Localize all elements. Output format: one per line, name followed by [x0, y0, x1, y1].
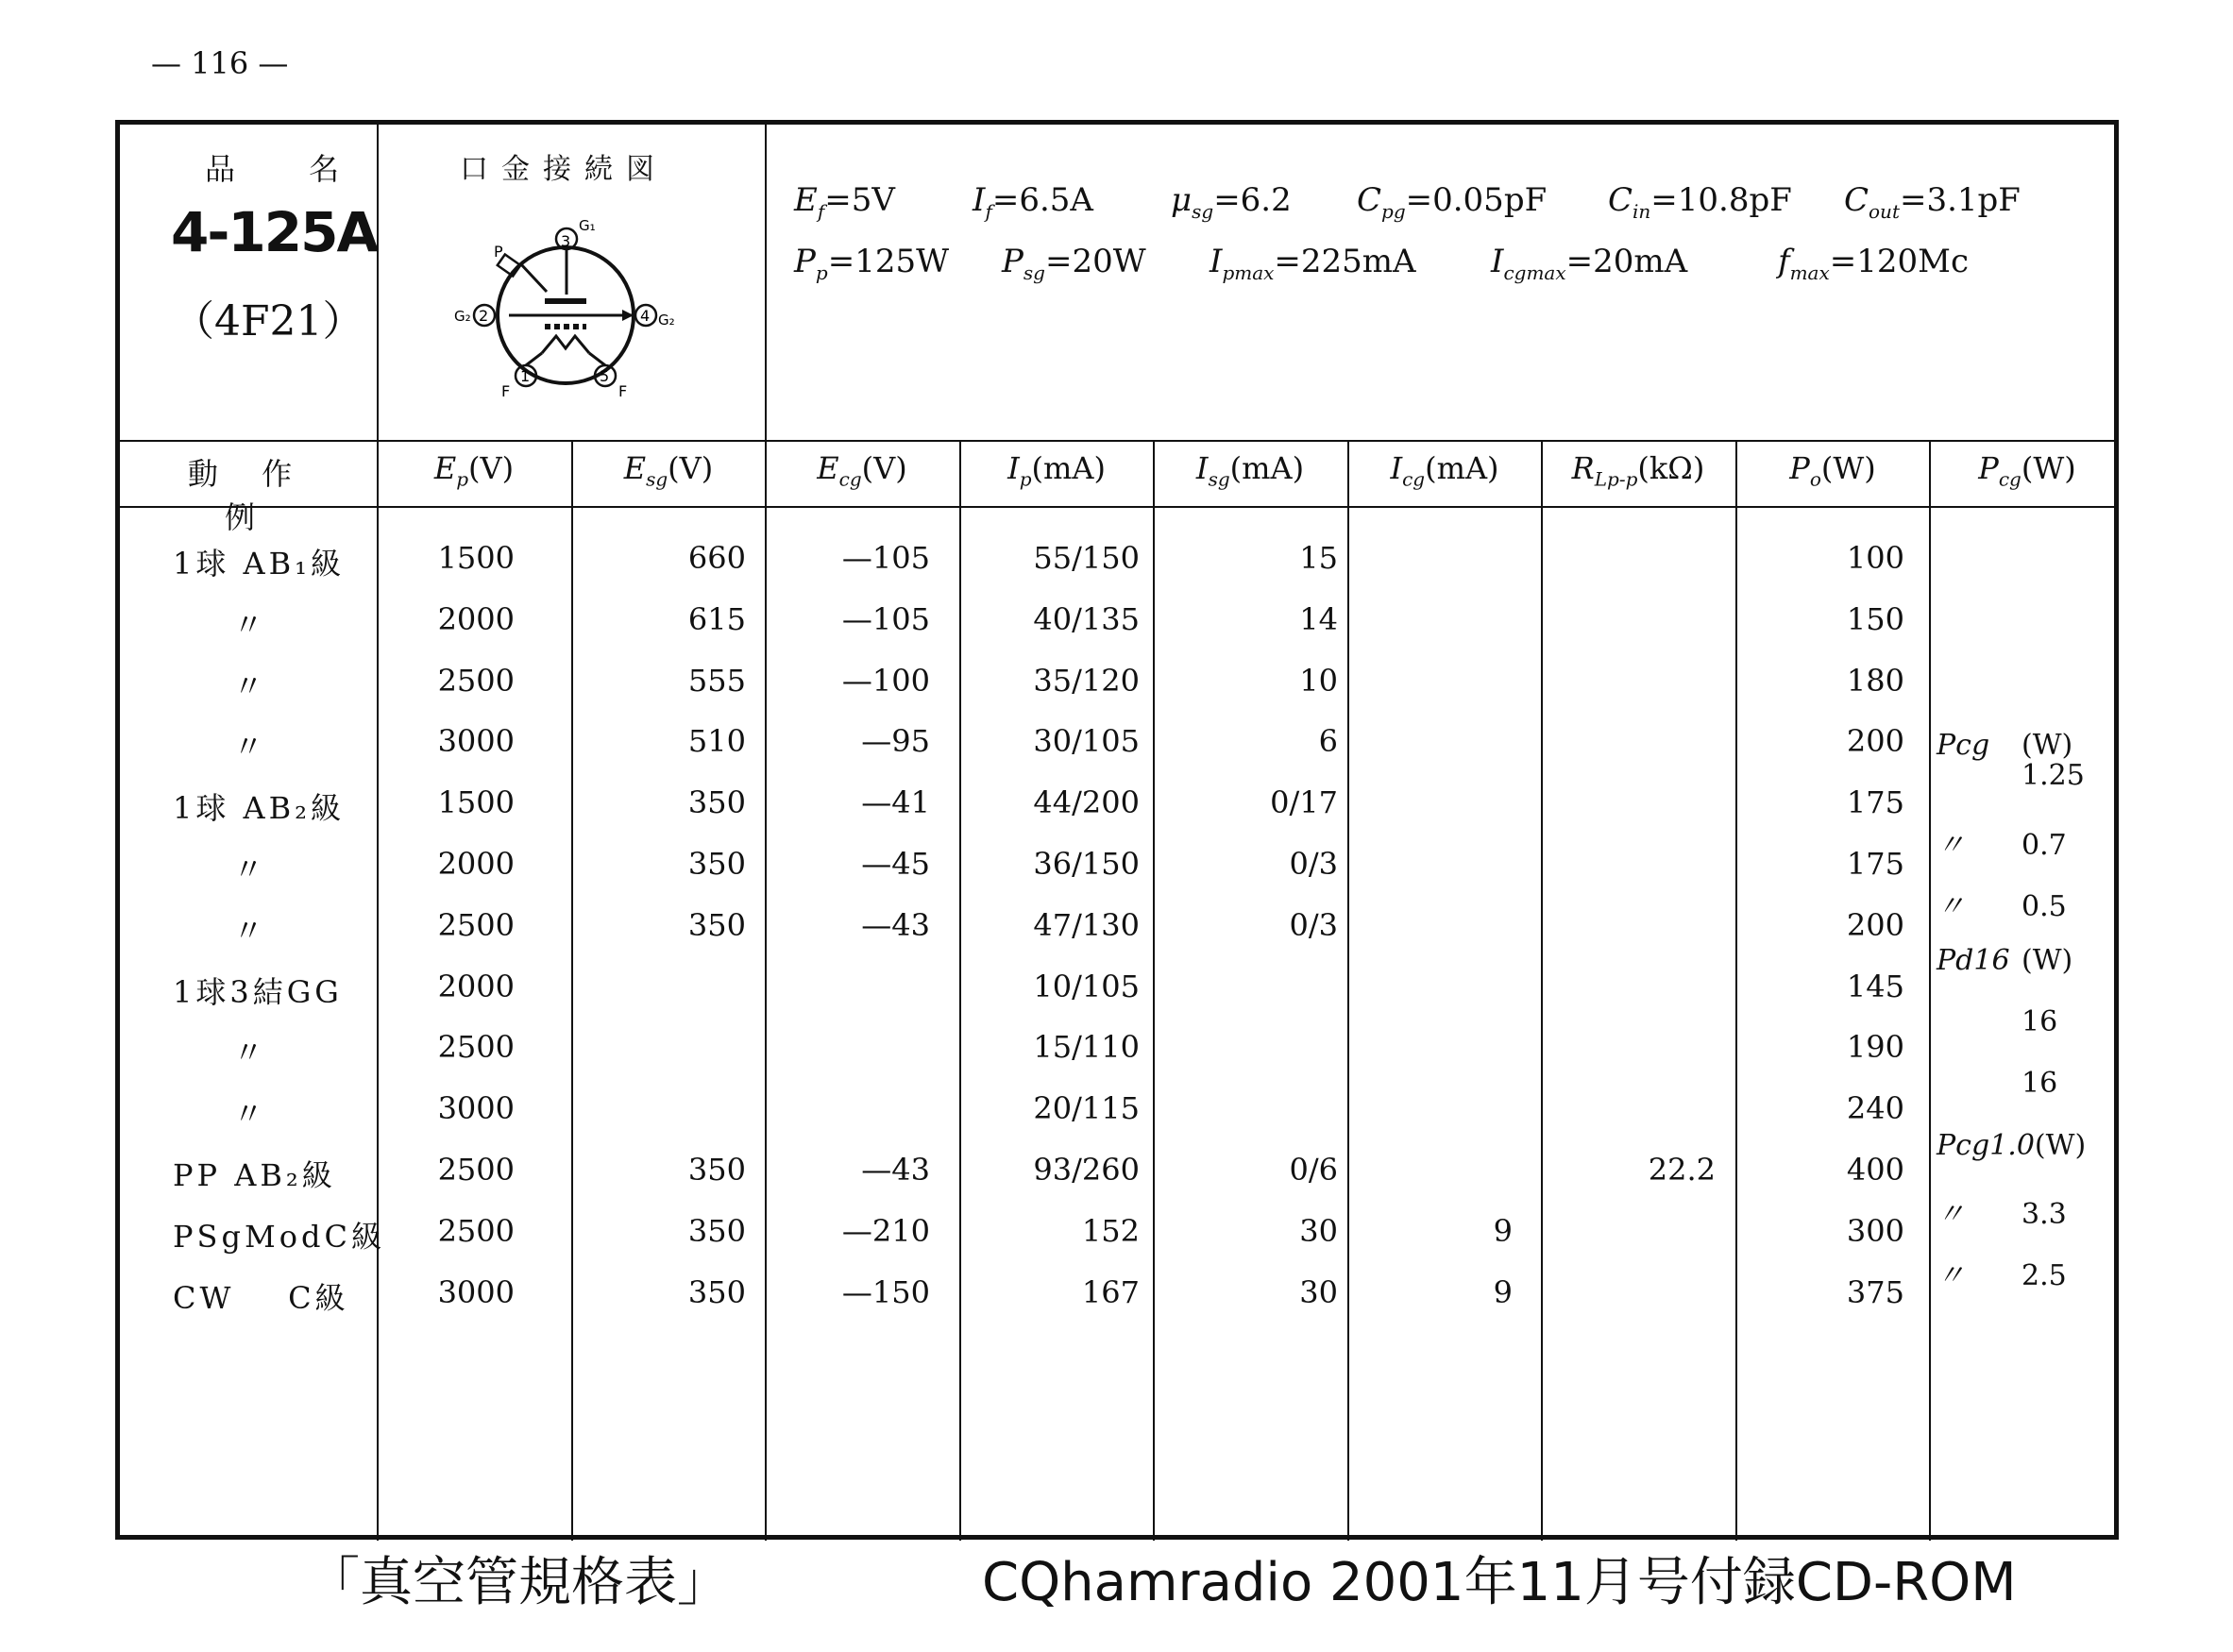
- cell-esg: 350: [687, 784, 746, 821]
- row-label: 〃: [233, 851, 268, 887]
- spec-c-out: $C_{out}=3.1pF$: [1844, 181, 2021, 223]
- spec-table: [115, 120, 2119, 1540]
- cell-ip: 35/120: [1033, 662, 1140, 699]
- cell-isg: 15: [1299, 540, 1338, 576]
- cell-ep: 2500: [437, 1029, 515, 1066]
- cell-isg: 0/17: [1270, 784, 1338, 821]
- spec-μ-sg: $\mu_{sg}=6.2$: [1171, 181, 1292, 223]
- pcg-note: 〃 0.5: [1937, 890, 2067, 923]
- cell-po: 175: [1846, 784, 1904, 821]
- svg-text:F: F: [618, 382, 628, 400]
- cell-po: 190: [1846, 1029, 1904, 1066]
- row-label: 1球 AB₁級: [173, 546, 345, 582]
- cell-esg: 350: [687, 906, 746, 943]
- cell-ecg: —100: [841, 662, 930, 699]
- cell-esg: 615: [687, 600, 746, 637]
- cell-ecg: —105: [841, 540, 930, 576]
- column-header: $I_{cg}(mA)$: [1390, 450, 1499, 491]
- pcg-note: 16: [2022, 1005, 2058, 1038]
- cell-ip: 167: [1081, 1273, 1140, 1310]
- cell-esg: 660: [687, 540, 746, 576]
- svg-text:G₁: G₁: [579, 217, 596, 234]
- cell-isg: 0/6: [1289, 1152, 1338, 1188]
- cell-isg: 0/3: [1289, 906, 1338, 943]
- base-diagram-label: 口金接続図: [460, 153, 668, 186]
- cell-ecg: —105: [841, 600, 930, 637]
- cell-isg: 6: [1318, 723, 1338, 760]
- cell-ep: 2500: [437, 1152, 515, 1188]
- tube-name: 4-125A: [171, 200, 378, 264]
- pcg-note: Pcg (W): [1937, 729, 2073, 762]
- svg-text:2: 2: [479, 307, 489, 325]
- column-header: $P_{cg}(W)$: [1978, 450, 2076, 491]
- column-header: $R_{Lp-p}(k\Omega)$: [1571, 450, 1705, 491]
- cell-po: 375: [1846, 1273, 1904, 1310]
- row-label: 〃: [233, 729, 268, 766]
- tube-alt-name: （4F21）: [173, 297, 364, 346]
- cell-ip: 55/150: [1033, 540, 1140, 576]
- pcg-note: Pd16 (W): [1937, 944, 2073, 977]
- cell-ep: 2000: [437, 846, 515, 882]
- svg-text:4: 4: [640, 307, 651, 325]
- cell-po: 400: [1846, 1152, 1904, 1188]
- footer-title: 「真空管規格表」: [307, 1552, 730, 1613]
- column-header: $P_o(W)$: [1789, 450, 1876, 491]
- cell-ep: 3000: [437, 1273, 515, 1310]
- cell-ecg: —210: [841, 1212, 930, 1249]
- cell-ip: 152: [1081, 1212, 1140, 1249]
- cell-esg: 350: [687, 1273, 746, 1310]
- cell-ip: 40/135: [1033, 600, 1140, 637]
- row-label: 〃: [233, 1035, 268, 1071]
- cell-isg: 30: [1299, 1273, 1338, 1310]
- spec-c-in: $C_{in}=10.8pF$: [1608, 181, 1792, 223]
- divider: [765, 125, 767, 1541]
- cell-isg: 0/3: [1289, 846, 1338, 882]
- base-pinout-diagram: [452, 211, 679, 419]
- spec-i-pmax: $I_{pmax}=225mA$: [1210, 243, 1416, 284]
- spec-p-sg: $P_{sg}=20W$: [1002, 243, 1146, 284]
- cell-ip: 93/260: [1033, 1152, 1140, 1188]
- spec-i-f: $I_f=6.5A$: [973, 181, 1093, 223]
- cell-isg: 30: [1299, 1212, 1338, 1249]
- cell-ep: 2500: [437, 662, 515, 699]
- cell-ip: 15/110: [1033, 1029, 1140, 1066]
- row-label: 〃: [233, 912, 268, 949]
- pcg-note: Pcg1.0(W): [1937, 1129, 2087, 1162]
- spec-e-f: $E_f=5V$: [794, 181, 895, 223]
- cell-po: 200: [1846, 723, 1904, 760]
- cell-ecg: —43: [861, 1152, 930, 1188]
- cell-ep: 3000: [437, 1090, 515, 1127]
- cell-ecg: —43: [861, 906, 930, 943]
- pcg-note: 〃 2.5: [1937, 1259, 2067, 1292]
- cell-po: 300: [1846, 1212, 1904, 1249]
- cell-ep: 2000: [437, 600, 515, 637]
- row-label: PP AB₂級: [173, 1157, 336, 1193]
- cell-ecg: —45: [861, 846, 930, 882]
- footer-source: CQhamradio 2001年11月号付録CD-ROM: [982, 1552, 2017, 1613]
- cell-po: 180: [1846, 662, 1904, 699]
- cell-icg: 9: [1493, 1273, 1513, 1310]
- cell-po: 100: [1846, 540, 1904, 576]
- cell-ep: 3000: [437, 723, 515, 760]
- row-label: 〃: [233, 606, 268, 643]
- cell-ep: 2500: [437, 906, 515, 943]
- cell-isg: 14: [1299, 600, 1338, 637]
- cell-icg: 9: [1493, 1212, 1513, 1249]
- spec-i-cgmax: $I_{cgmax}=20mA$: [1491, 243, 1688, 284]
- cell-ip: 30/105: [1033, 723, 1140, 760]
- column-header: 動 作 例: [187, 456, 310, 535]
- cell-po: 200: [1846, 906, 1904, 943]
- spec-c-pg: $C_{pg}=0.05pF$: [1357, 181, 1548, 223]
- cell-ep: 2500: [437, 1212, 515, 1249]
- cell-ip: 44/200: [1033, 784, 1140, 821]
- row-label: 1球 AB₂級: [173, 790, 345, 827]
- pcg-note: 〃 0.7: [1937, 829, 2067, 862]
- pcg-note: 16: [2022, 1067, 2058, 1100]
- cell-esg: 555: [687, 662, 746, 699]
- row-label: PSgModC級: [173, 1218, 385, 1255]
- cell-po: 150: [1846, 600, 1904, 637]
- svg-text:1: 1: [520, 367, 531, 385]
- column-header: $I_{sg}(mA)$: [1195, 450, 1305, 491]
- cell-ep: 1500: [437, 784, 515, 821]
- cell-ep: 1500: [437, 540, 515, 576]
- column-header: $I_p(mA)$: [1007, 450, 1106, 491]
- row-label: 1球3結GG: [173, 973, 343, 1010]
- row-label: 〃: [233, 1096, 268, 1133]
- cell-po: 175: [1846, 846, 1904, 882]
- pcg-note: 〃 3.3: [1937, 1198, 2067, 1231]
- cell-ecg: —150: [841, 1273, 930, 1310]
- cell-esg: 350: [687, 1152, 746, 1188]
- column-header: $E_{sg}(V)$: [623, 450, 714, 491]
- cell-po: 240: [1846, 1090, 1904, 1127]
- cell-ep: 2000: [437, 968, 515, 1004]
- cell-esg: 350: [687, 846, 746, 882]
- row-label: 〃: [233, 667, 268, 704]
- cell-esg: 510: [687, 723, 746, 760]
- divider: [120, 440, 2114, 442]
- column-header: $E_{cg}(V)$: [817, 450, 907, 491]
- cell-ip: 10/105: [1033, 968, 1140, 1004]
- spec-f-max: $f_{max}=120Mc$: [1778, 243, 1970, 284]
- svg-text:5: 5: [600, 367, 610, 385]
- cell-rl: 22.2: [1648, 1152, 1716, 1188]
- page-number: — 116 —: [151, 45, 289, 81]
- cell-isg: 10: [1299, 662, 1338, 699]
- cell-ecg: —95: [861, 723, 930, 760]
- divider: [377, 125, 379, 1541]
- cell-ip: 36/150: [1033, 846, 1140, 882]
- svg-text:F: F: [501, 382, 511, 400]
- cell-po: 145: [1846, 968, 1904, 1004]
- divider: [1347, 442, 1349, 1541]
- svg-text:P: P: [494, 243, 503, 261]
- cell-esg: 350: [687, 1212, 746, 1249]
- spec-p-p: $P_p=125W$: [794, 243, 950, 284]
- row-label: CW C級: [173, 1279, 349, 1316]
- cell-ecg: —41: [861, 784, 930, 821]
- divider: [120, 506, 2114, 508]
- cell-ip: 20/115: [1033, 1090, 1140, 1127]
- svg-text:G₂: G₂: [658, 312, 675, 329]
- svg-text:G₂: G₂: [454, 308, 471, 325]
- column-header: $E_p(V)$: [433, 450, 515, 491]
- divider: [1929, 442, 1931, 1541]
- pcg-note: 1.25: [2022, 759, 2085, 792]
- divider: [1541, 442, 1543, 1541]
- cell-ip: 47/130: [1033, 906, 1140, 943]
- pin-3-label: 3: [561, 232, 571, 250]
- name-label: 品 名: [205, 151, 372, 187]
